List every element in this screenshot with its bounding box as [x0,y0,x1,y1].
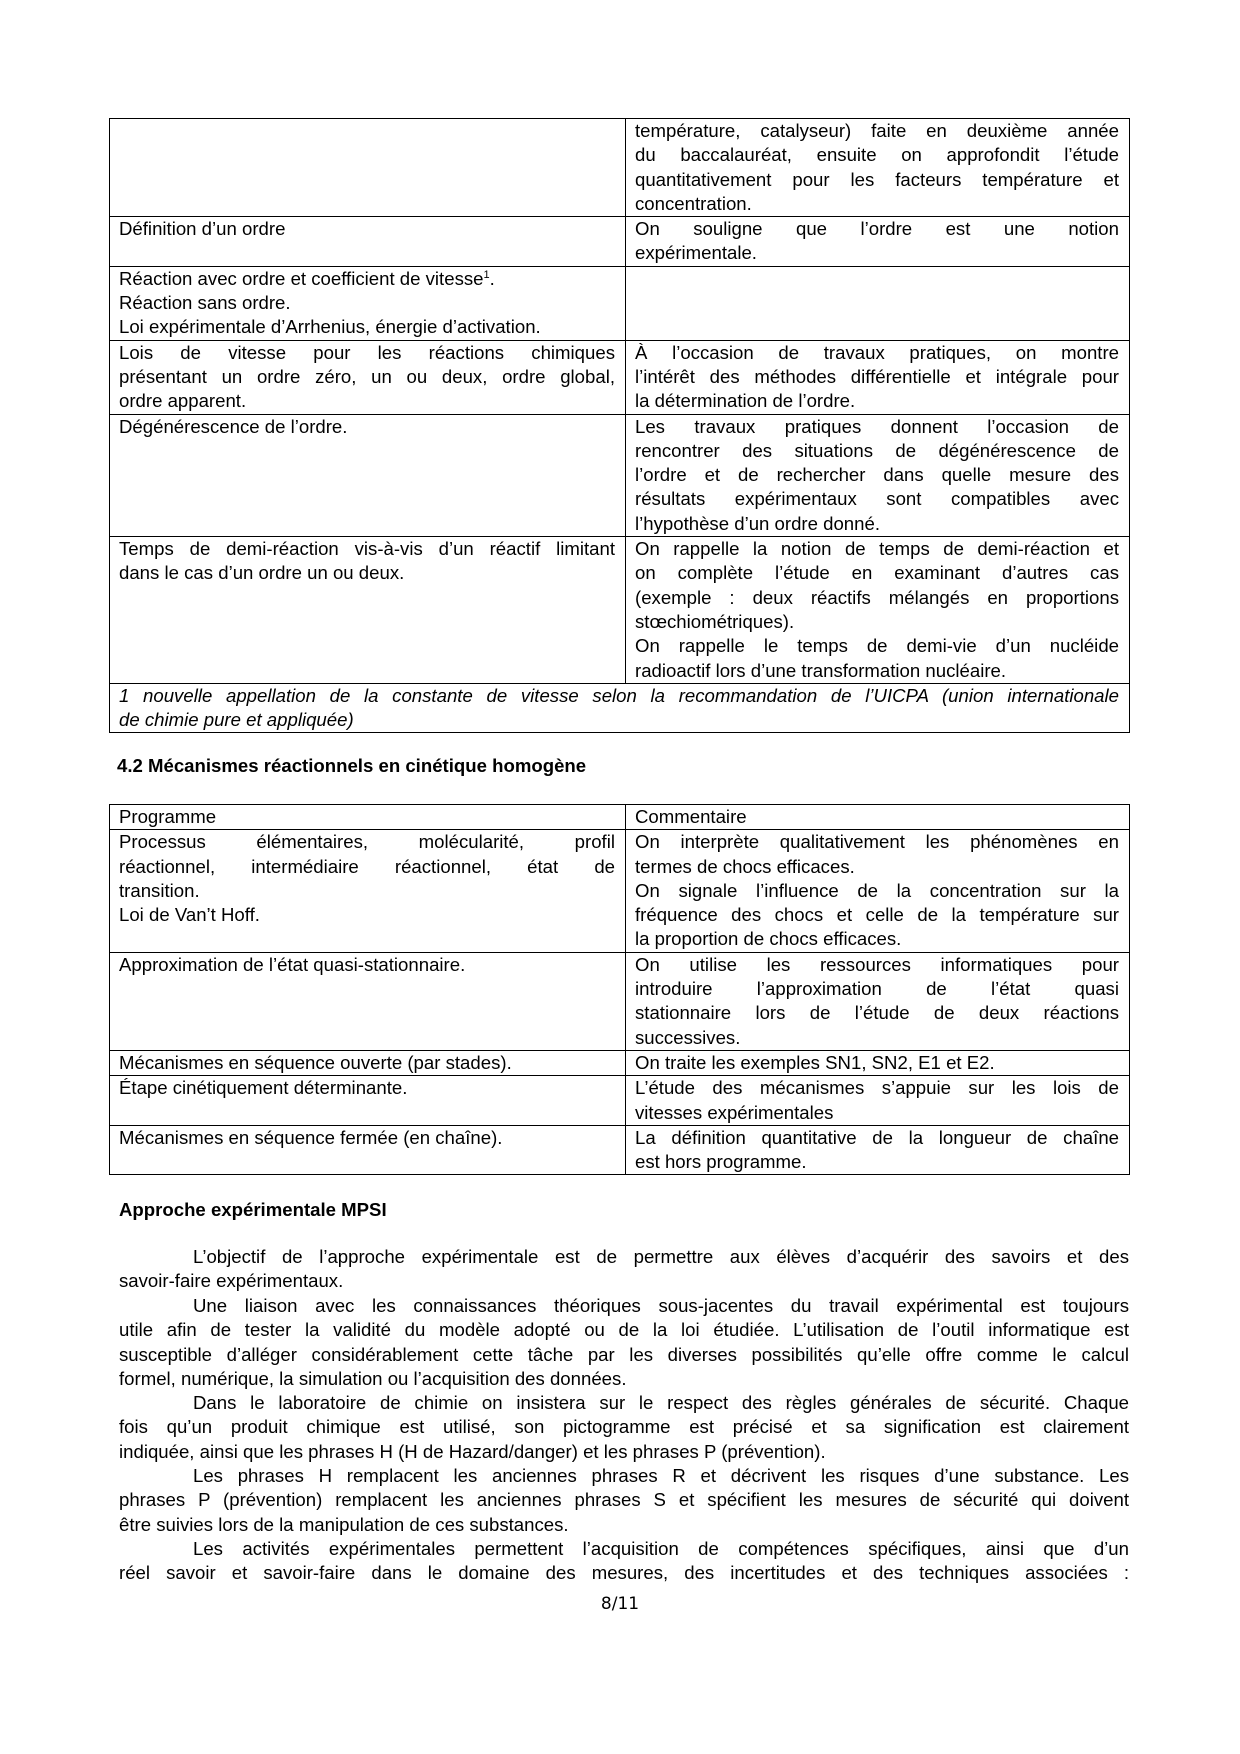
comment-cell [626,1125,1130,1175]
text-line: Approximation de l’état quasi-stationnaire. [119,953,466,975]
comment-cell [626,266,1130,340]
text-line: Processus élémentaires, molécularité, profil [119,831,615,853]
text-line: expérimentale. [635,242,757,264]
program-cell [110,830,626,952]
footnote-reference: 1 [483,268,490,281]
comment-cell [626,217,1130,267]
text-line: résultats expérimentaux sont compatibles avec [635,488,1119,510]
table-row [110,830,1130,952]
text-line [119,1537,1129,1561]
section-title: 4.2 Mécanismes réactionnels en cinétique homogène [117,755,587,776]
text-line: Lois de vitesse pour les réactions chimiques [119,341,615,363]
text-fragment: Une liaison avec les connaissances théoriques sous-jacentes du travail expérimental est toujours [193,1295,1129,1316]
text-line: Définition d’un ordre [119,218,286,240]
footnote-line: de chimie pure et appliquée) [119,709,354,731]
paragraph [119,1245,1129,1294]
text-line [119,1464,1129,1488]
text-line: La définition quantitative de la longueur de chaîne [635,1126,1119,1148]
text-line: Réaction avec ordre et coefficient de vitesse$^1$. [119,267,495,289]
text-line: Mécanismes en séquence fermée (en chaîne). [119,1126,503,1148]
program-cell [110,537,626,684]
text-line: l’hypothèse d’un ordre donné. [635,512,880,534]
text-line: rencontrer des situations de dégénérescence de [635,439,1119,461]
text-line: (exemple : deux réactifs mélangés en proportions [635,586,1119,608]
text-line: vitesses expérimentales [635,1101,834,1123]
table-row [110,537,1130,684]
text-line: On souligne que l’ordre est une notion [635,218,1119,240]
text-line [119,1391,1129,1415]
text-line [119,1294,1129,1318]
text-fragment: L’objectif de l’approche expérimentale est de permettre aux élèves d’acquérir des savoirs et des [193,1246,1129,1267]
text-line: être suivies lors de la manipulation de ces substances. [119,1513,569,1535]
paragraph [119,1537,1129,1586]
text-line: réel savoir et savoir-faire dans le domaine des mesures, des incertitudes et des techniques associées : [119,1562,1129,1584]
text-line: Loi de Van’t Hoff. [119,904,260,926]
text-line: Étape cinétiquement déterminante. [119,1077,408,1099]
footnote-line: 1 nouvelle appellation de la constante de vitesse selon la recommandation de l’UICPA (union internationale [119,684,1119,706]
text-line: formel, numérique, la simulation ou l’acquisition des données. [119,1367,627,1389]
text-line: fois qu’un produit chimique est utilisé, son pictogramme est précisé et sa signification est clairement [119,1416,1129,1438]
footnote-cell [110,683,1130,733]
text-line: Mécanismes en séquence ouverte (par stades). [119,1051,512,1073]
paragraph [119,1294,1129,1391]
text-line: on complète l’étude en examinant d’autres cas [635,562,1119,584]
text-line: dans le cas d’un ordre un ou deux. [119,562,405,584]
comment-cell [626,414,1130,536]
text-line: indiquée, ainsi que les phrases H (H de Hazard/danger) et les phrases P (prévention). [119,1440,826,1462]
text-line: la détermination de l’ordre. [635,390,856,412]
footnote-row [110,683,1130,733]
text-line: ordre apparent. [119,390,247,412]
comment-cell [626,537,1130,684]
text-line: est hors programme. [635,1151,807,1173]
program-cell [110,952,626,1050]
text-fragment: Les activités expérimentales permettent l’acquisition de compétences spécifiques, ainsi que d’un [193,1538,1129,1559]
comment-cell [626,952,1130,1050]
program-cell [110,1125,626,1175]
text-line: concentration. [635,192,752,214]
text-fragment: Réaction avec ordre et coefficient de vitesse [119,267,484,289]
text-line: phrases P (prévention) remplacent les anciennes phrases S et spécifient les mesures de sécurité qui doivent [119,1489,1129,1511]
paragraph [119,1391,1129,1464]
text-line: L’étude des mécanismes s’appuie sur les lois de [635,1077,1119,1099]
text-line: On signale l’influence de la concentration sur la [635,879,1119,901]
column-header-programme: Programme [110,805,626,830]
comment-cell [626,340,1130,414]
program-cell [110,1076,626,1126]
text-line: réactionnel, intermédiaire réactionnel, état de [119,855,615,877]
text-line: On rappelle la notion de temps de demi-réaction et [635,538,1119,560]
table-row [110,1050,1130,1075]
program-cell [110,340,626,414]
text-line [119,1245,1129,1269]
text-line: utile afin de tester la validité du modèle adopté ou de la loi étudiée. L’utilisation de l’outil informatique est [119,1319,1129,1341]
table-row [110,952,1130,1050]
text-line: termes de chocs efficaces. [635,855,855,877]
program-cell [110,1050,626,1075]
text-line: du baccalauréat, ensuite on approfondit l’étude [635,144,1119,166]
text-line: On traite les exemples SN1, SN2, E1 et E2. [635,1051,995,1073]
text-fragment: Dans le laboratoire de chimie on insistera sur le respect des règles générales de sécurité. Chaque [193,1392,1129,1413]
approche-title: Approche expérimentale MPSI [119,1199,387,1220]
text-line: quantitativement pour les facteurs température et [635,168,1119,190]
text-line: radioactif lors d’une transformation nucléaire. [635,659,1007,681]
table-row [110,119,1130,217]
text-line: Loi expérimentale d’Arrhenius, énergie d’activation. [119,316,541,338]
table-row [110,340,1130,414]
comment-cell [626,830,1130,952]
text-line: savoir-faire expérimentaux. [119,1270,344,1292]
text-line: Les travaux pratiques donnent l’occasion de [635,415,1119,437]
text-line: Temps de demi-réaction vis-à-vis d’un réactif limitant [119,538,615,560]
program-cell [110,119,626,217]
text-line: À l’occasion de travaux pratiques, on montre [635,341,1119,363]
page-number: 8/11 [600,1594,640,1614]
text-line: température, catalyseur) faite en deuxième année [635,120,1119,141]
text-line: On utilise les ressources informatiques pour [635,953,1119,975]
text-line: transition. [119,879,200,901]
text-line: successives. [635,1026,741,1048]
text-line: On rappelle le temps de demi-vie d’un nucléide [635,635,1119,657]
text-line: Dégénérescence de l’ordre. [119,415,348,437]
text-line: l’ordre et de rechercher dans quelle mesure des [635,464,1119,486]
text-line: On interprète qualitativement les phénomènes en [635,831,1119,853]
text-line: Réaction sans ordre. [119,292,291,314]
curriculum-table-mechanisms [109,804,1130,1175]
text-line: susceptible d’alléger considérablement cette tâche par les diverses possibilités qu’elle offre comme le calcul [119,1343,1129,1365]
comment-cell [626,119,1130,217]
text-line: l’intérêt des méthodes différentielle et intégrale pour [635,365,1119,387]
curriculum-table-kinetics [109,118,1130,733]
table-row [110,266,1130,340]
table-header-row [110,805,1130,830]
comment-cell [626,1076,1130,1126]
text-line: la proportion de chocs efficaces. [635,928,902,950]
text-line: stœchiométriques). [635,610,795,632]
program-cell [110,217,626,267]
paragraph [119,1464,1129,1537]
text-fragment: Les phrases H remplacent les anciennes phrases R et décrivent les risques d’une substance. Les [193,1465,1129,1486]
table-row [110,414,1130,536]
table-row [110,217,1130,267]
table-row [110,1125,1130,1175]
program-cell [110,266,626,340]
text-line: présentant un ordre zéro, un ou deux, ordre global, [119,365,615,387]
program-cell [110,414,626,536]
text-line: fréquence des chocs et celle de la température sur [635,904,1119,926]
comment-cell [626,1050,1130,1075]
table-row [110,1076,1130,1126]
text-line: introduire l’approximation de l’état quasi [635,978,1119,1000]
column-header-commentaire: Commentaire [626,805,1130,830]
text-line: stationnaire lors de l’étude de deux réactions [635,1002,1119,1024]
